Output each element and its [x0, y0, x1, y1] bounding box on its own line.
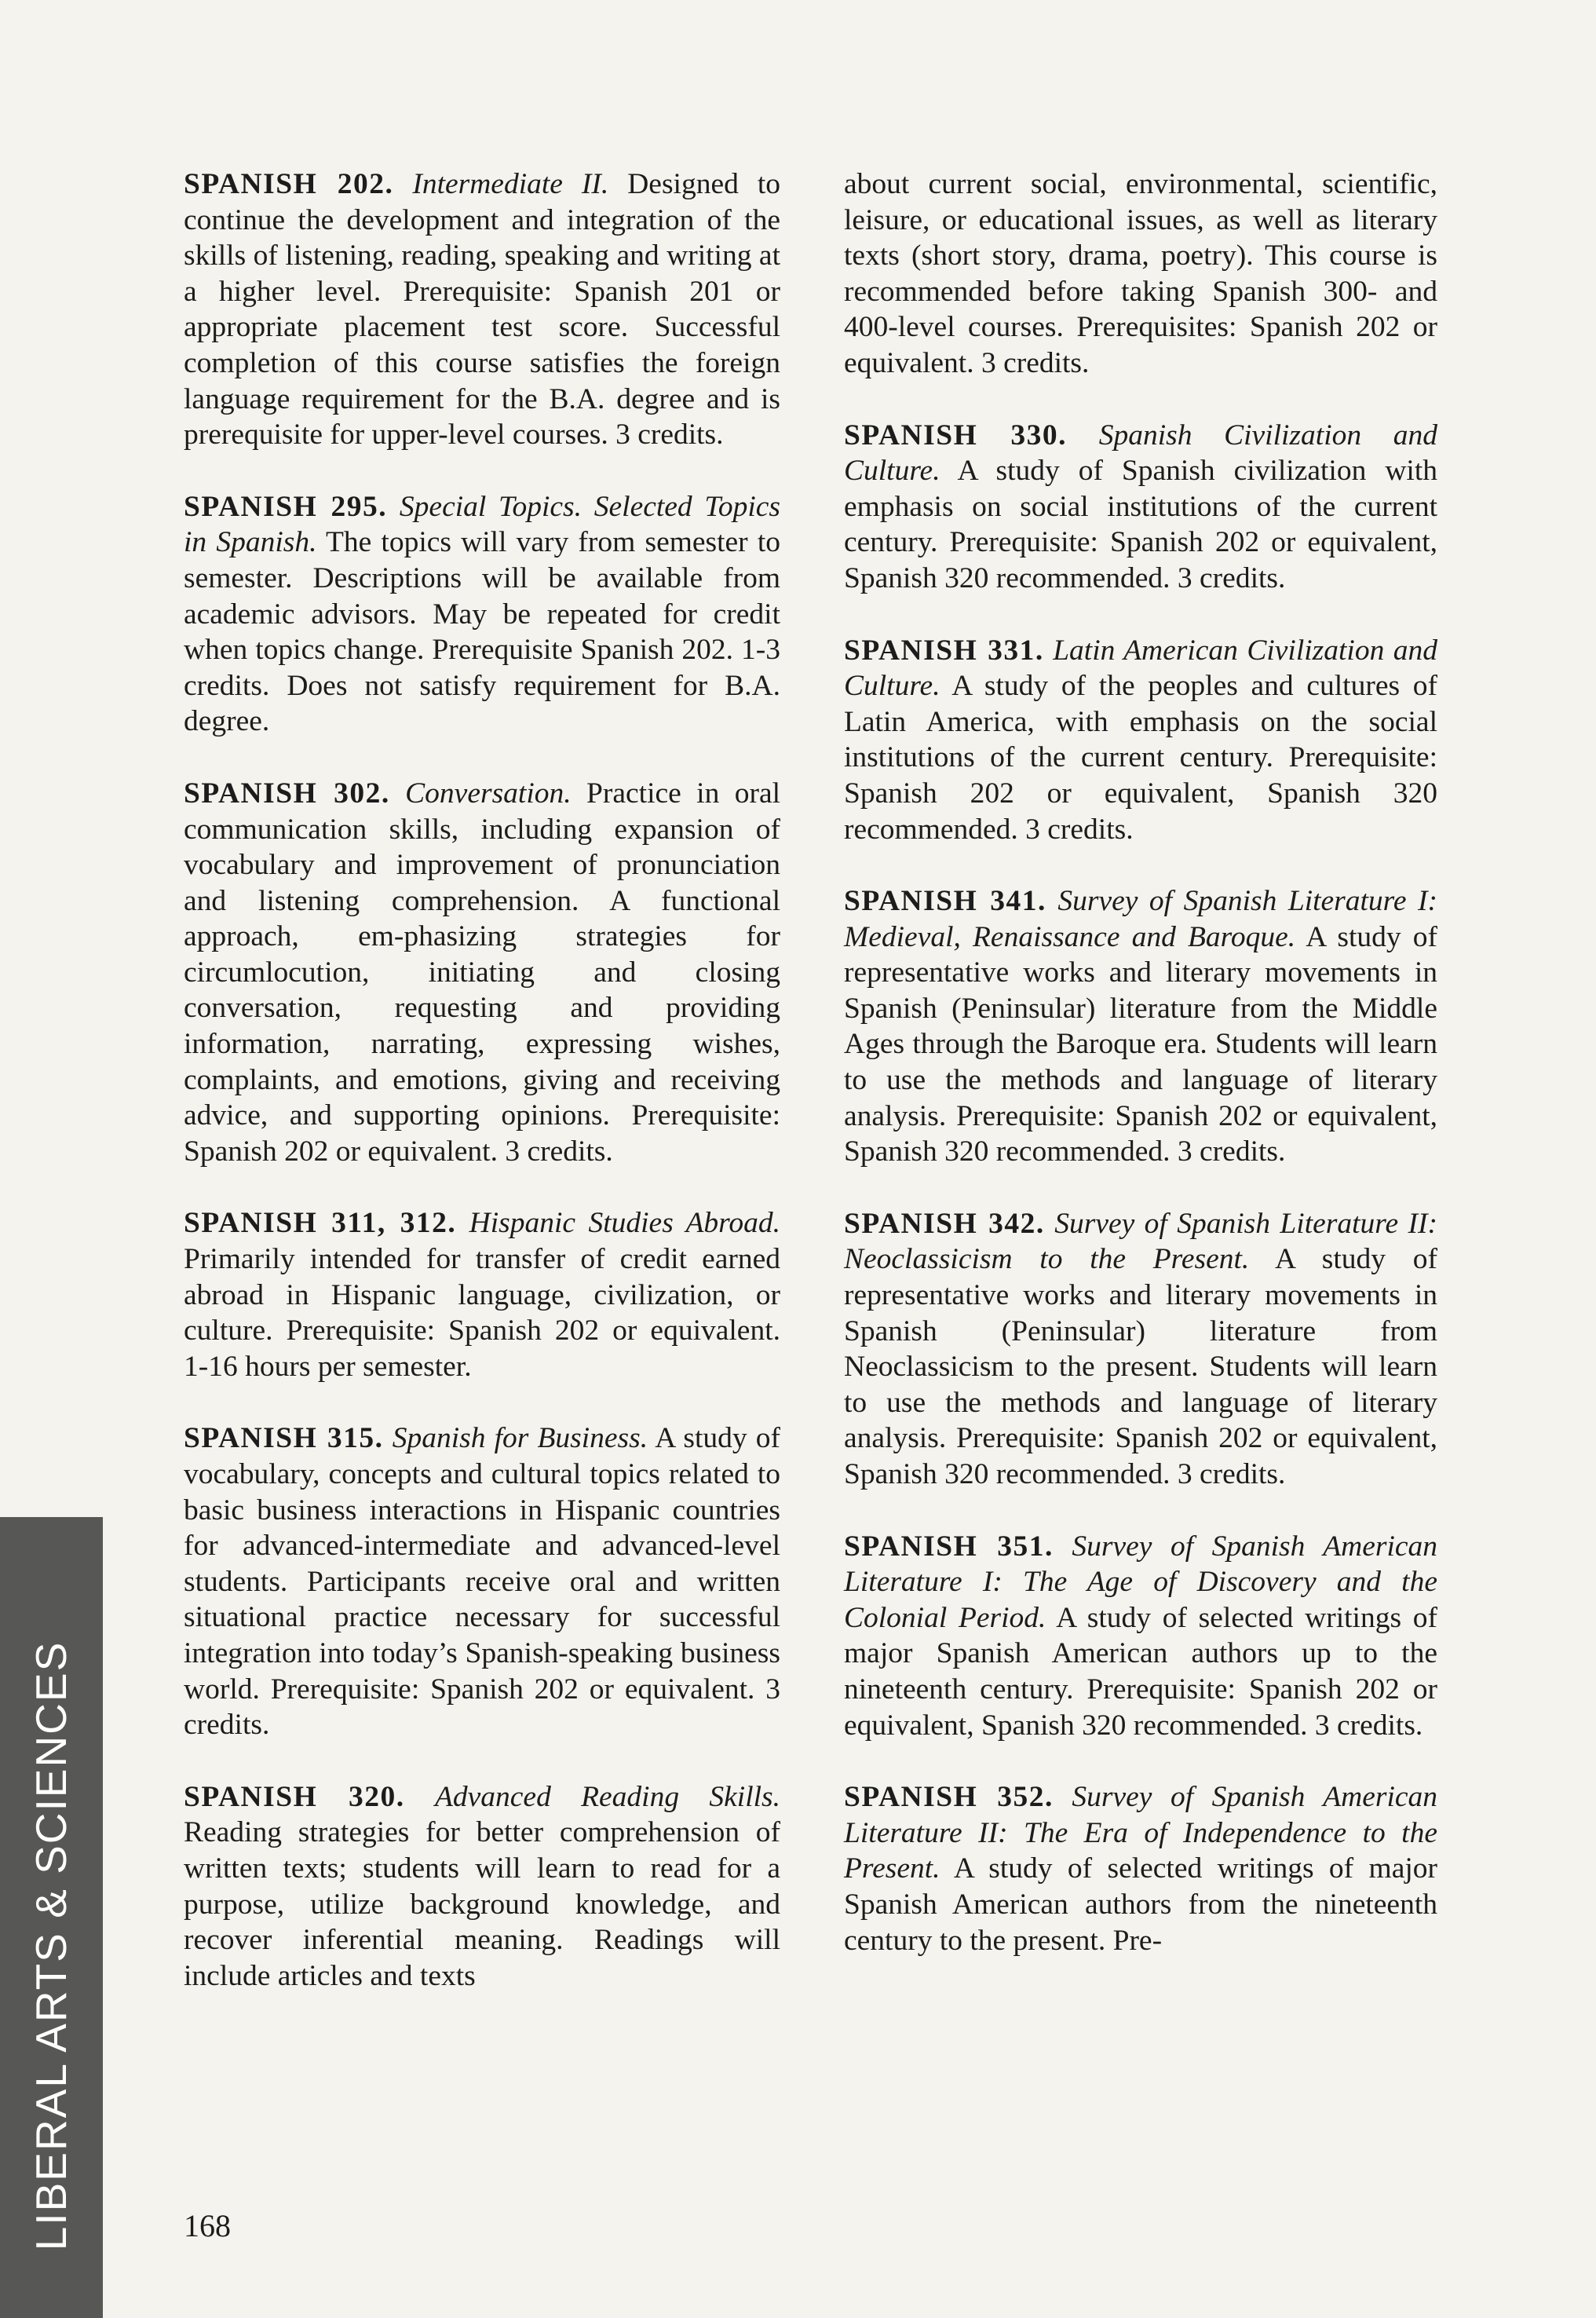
course-description: Reading strategies for better comprehension of written texts; students will learn to read for a purpose, utilize background knowledge, and recover inferential meaning. Readings will include articles and texts: [184, 1816, 780, 1992]
course-description: Primarily intended for transfer of credit earned abroad in Hispanic language, civilization, or culture. Prerequisite: Spanish 202 or equivalent. 1-16 hours per semester.: [184, 1243, 780, 1383]
course-code: SPANISH 351.: [844, 1530, 1054, 1563]
course-description: The topics will vary from semester to semester. Descriptions will be available from academic advisors. May be repeated for credit when topics change. Prerequisite Spanish 202. 1-3 credits. Does not satisfy requirement for B.A. degree.: [184, 526, 780, 738]
course-code: SPANISH 315.: [184, 1422, 384, 1455]
right-column: [844, 166, 1437, 1994]
course-entry-spanish-315: [184, 1420, 780, 1742]
course-title: Hispanic Studies Abroad.: [469, 1207, 780, 1240]
course-code: SPANISH 320.: [184, 1780, 405, 1813]
course-description: A study of vocabulary, concepts and cultural topics related to basic business interactions in Hispanic countries for advanced-intermediate and advanced-level students. Participants receive oral and written situational practice necessary for successful integration into today’s Spanish-speaking business world. Prerequisite: Spanish 202 or equivalent. 3 credits.: [184, 1422, 781, 1742]
course-entry-spanish-320: [184, 1779, 780, 1994]
course-entry-spanish-331: [844, 633, 1437, 848]
course-title: Survey of Spanish American Literature II: The Era of Independence to the Present.: [844, 1781, 1438, 1885]
course-entry-continuation: [844, 166, 1437, 382]
course-code: SPANISH 341.: [844, 885, 1046, 918]
course-entry-spanish-342: [844, 1206, 1437, 1493]
course-title: Special Topics. Selected Topics in Spanish.: [184, 490, 781, 559]
course-entry-spanish-311-312: [184, 1205, 780, 1384]
left-column: [184, 166, 780, 2030]
course-entry-spanish-295: [184, 489, 780, 740]
course-title: Survey of Spanish Literature II: Neoclassicism to the Present.: [844, 1207, 1438, 1276]
course-code: SPANISH 330.: [844, 419, 1068, 452]
course-code: SPANISH 352.: [844, 1781, 1054, 1814]
course-description: A study of the peoples and cultures of Latin America, with emphasis on the social institutions of the current century. Prerequisite: Spanish 202 or equivalent, Spanish 320 recommended. 3 credits.: [844, 670, 1437, 846]
course-description: A study of representative works and literary movements in Spanish (Peninsular) literature from the Middle Ages through the Baroque era. Students will learn to use the methods and language of literary analysis. Prerequisite: Spanish 202 or equivalent, Spanish 320 recommended. 3 credits.: [844, 920, 1437, 1168]
course-code: SPANISH 331.: [844, 634, 1044, 667]
course-title: Survey of Spanish American Literature I: The Age of Discovery and the Colonial Period.: [844, 1530, 1438, 1634]
course-title: Conversation.: [405, 777, 572, 810]
course-description: A study of Spanish civilization with emphasis on social institutions of the current century. Prerequisite: Spanish 202 or equivalent, Spanish 320 recommended. 3 credits.: [844, 455, 1437, 594]
course-description: Practice in oral communication skills, including expansion of vocabulary and improvement of pronunciation and listening comprehension. A functional approach, em-phasizing strategies for circumlocution, initiating and closing conversation, requesting and providing information, narrating, expressing wishes, complaints, and emotions, giving and receiving advice, and supporting opinions. Prerequisite: Spanish 202 or equivalent. 3 credits.: [184, 777, 781, 1168]
course-description: A study of selected writings of major Spanish American authors up to the nineteenth century. Prerequisite: Spanish 202 or equivalent, Spanish 320 recommended. 3 credits.: [844, 1601, 1437, 1742]
section-side-tab-label: LIBERAL ARTS & SCIENCES: [27, 1640, 75, 2251]
course-title: Latin American Civilization and Culture.: [844, 634, 1437, 703]
course-title: Spanish for Business.: [392, 1422, 648, 1455]
course-title: Spanish Civilization and Culture.: [844, 419, 1438, 488]
course-title: Survey of Spanish Literature I: Medieval, Renaissance and Baroque.: [844, 885, 1437, 953]
course-entry-spanish-341: [844, 883, 1437, 1170]
course-title: Advanced Reading Skills.: [434, 1780, 780, 1813]
course-description: about current social, environmental, scientific, leisure, or educational issues, as well as literary texts (short story, drama, poetry). This course is recommended before taking Spanish 300- and 400-level courses. Prerequisites: Spanish 202 or equivalent. 3 credits.: [844, 168, 1437, 379]
course-entry-spanish-352: [844, 1779, 1437, 1958]
course-entry-spanish-351: [844, 1529, 1437, 1744]
course-description: A study of representative works and literary movements in Spanish (Peninsular) literature from Neoclassicism to the present. Students will learn to use the methods and language of literary analysis. Prerequisite: Spanish 202 or equivalent, Spanish 320 recommended. 3 credits.: [844, 1243, 1437, 1490]
course-description: Designed to continue the development and integration of the skills of listening, reading, speaking and writing at a higher level. Prerequisite: Spanish 201 or appropriate placement test score. Successful completion of this course satisfies the foreign language requirement for the B.A. degree and is prerequisite for upper-level courses. 3 credits.: [184, 168, 780, 452]
course-entry-spanish-330: [844, 418, 1437, 597]
course-code: SPANISH 311, 312.: [184, 1207, 457, 1240]
course-entry-spanish-202: [184, 166, 780, 453]
page-number: 168: [184, 2208, 231, 2243]
course-code: SPANISH 342.: [844, 1207, 1045, 1240]
course-code: SPANISH 302.: [184, 777, 390, 810]
course-title: Intermediate II.: [412, 168, 609, 200]
course-entry-spanish-302: [184, 776, 780, 1170]
course-code: SPANISH 295.: [184, 490, 388, 523]
course-description: A study of selected writings of major Spanish American authors from the nineteenth century to the present. Pre-: [844, 1852, 1437, 1957]
course-code: SPANISH 202.: [184, 168, 394, 200]
